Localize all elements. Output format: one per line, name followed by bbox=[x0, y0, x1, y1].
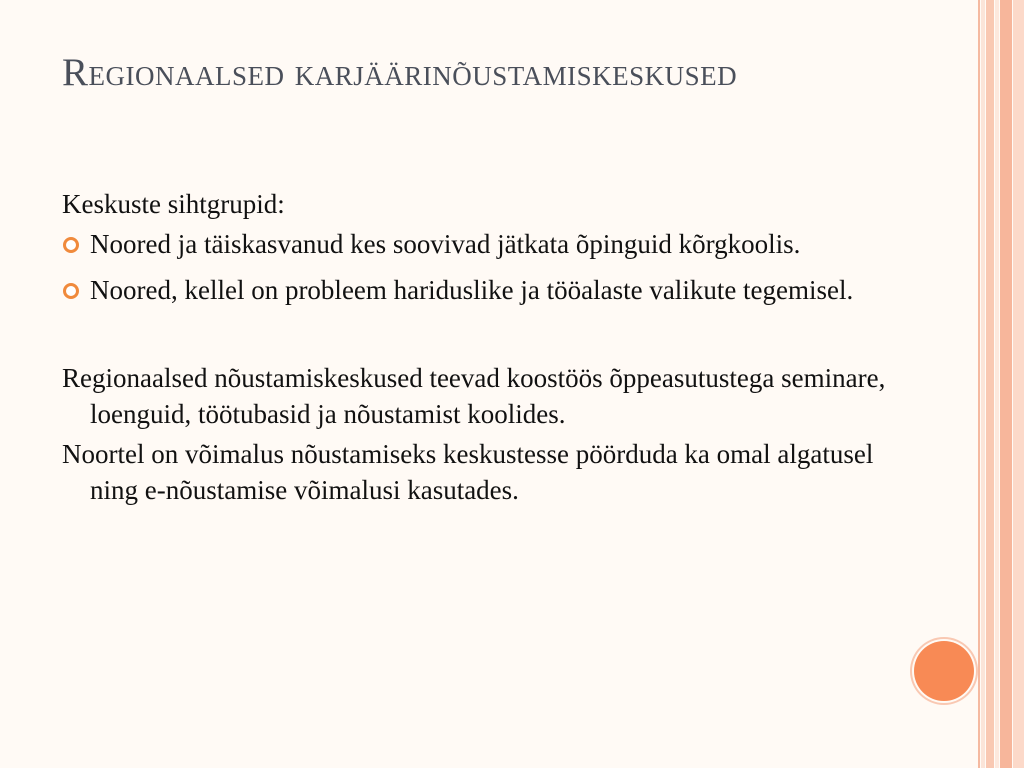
edge-stripe bbox=[1013, 0, 1024, 768]
paragraph: Regionaalsed nõustamiskeskused teevad koostöös õppeasutustega seminare, loenguid, töötubasid ja nõustamist koolides. bbox=[62, 363, 886, 429]
bullet-item bbox=[62, 226, 902, 262]
slide-title: Regionaalsed karjäärinõustamiskeskused bbox=[62, 51, 738, 94]
slide-body bbox=[62, 186, 902, 508]
bullet-item bbox=[62, 272, 902, 308]
edge-stripe bbox=[995, 0, 999, 768]
edge-stripe bbox=[1000, 0, 1012, 768]
intro-text: Keskuste sihtgrupid: bbox=[62, 189, 285, 219]
decorative-circle bbox=[914, 641, 974, 701]
edge-stripe bbox=[981, 0, 985, 768]
bullet-text: Noored, kellel on probleem hariduslike ja tööalaste valikute tegemisel. bbox=[90, 275, 854, 305]
bullet-text: Noored ja täiskasvanud kes soovivad jätkata õpinguid kõrgkoolis. bbox=[90, 229, 801, 259]
edge-stripe bbox=[978, 0, 980, 768]
edge-stripe bbox=[986, 0, 994, 768]
circle-bullet-icon bbox=[63, 237, 79, 253]
circle-bullet-icon bbox=[63, 283, 79, 299]
spacer bbox=[62, 318, 902, 360]
paragraph: Noortel on võimalus nõustamiseks keskustesse pöörduda ka omal algatusel ning e-nõustamise võimalusi kasutades. bbox=[62, 439, 874, 505]
bullet-list bbox=[62, 226, 902, 308]
